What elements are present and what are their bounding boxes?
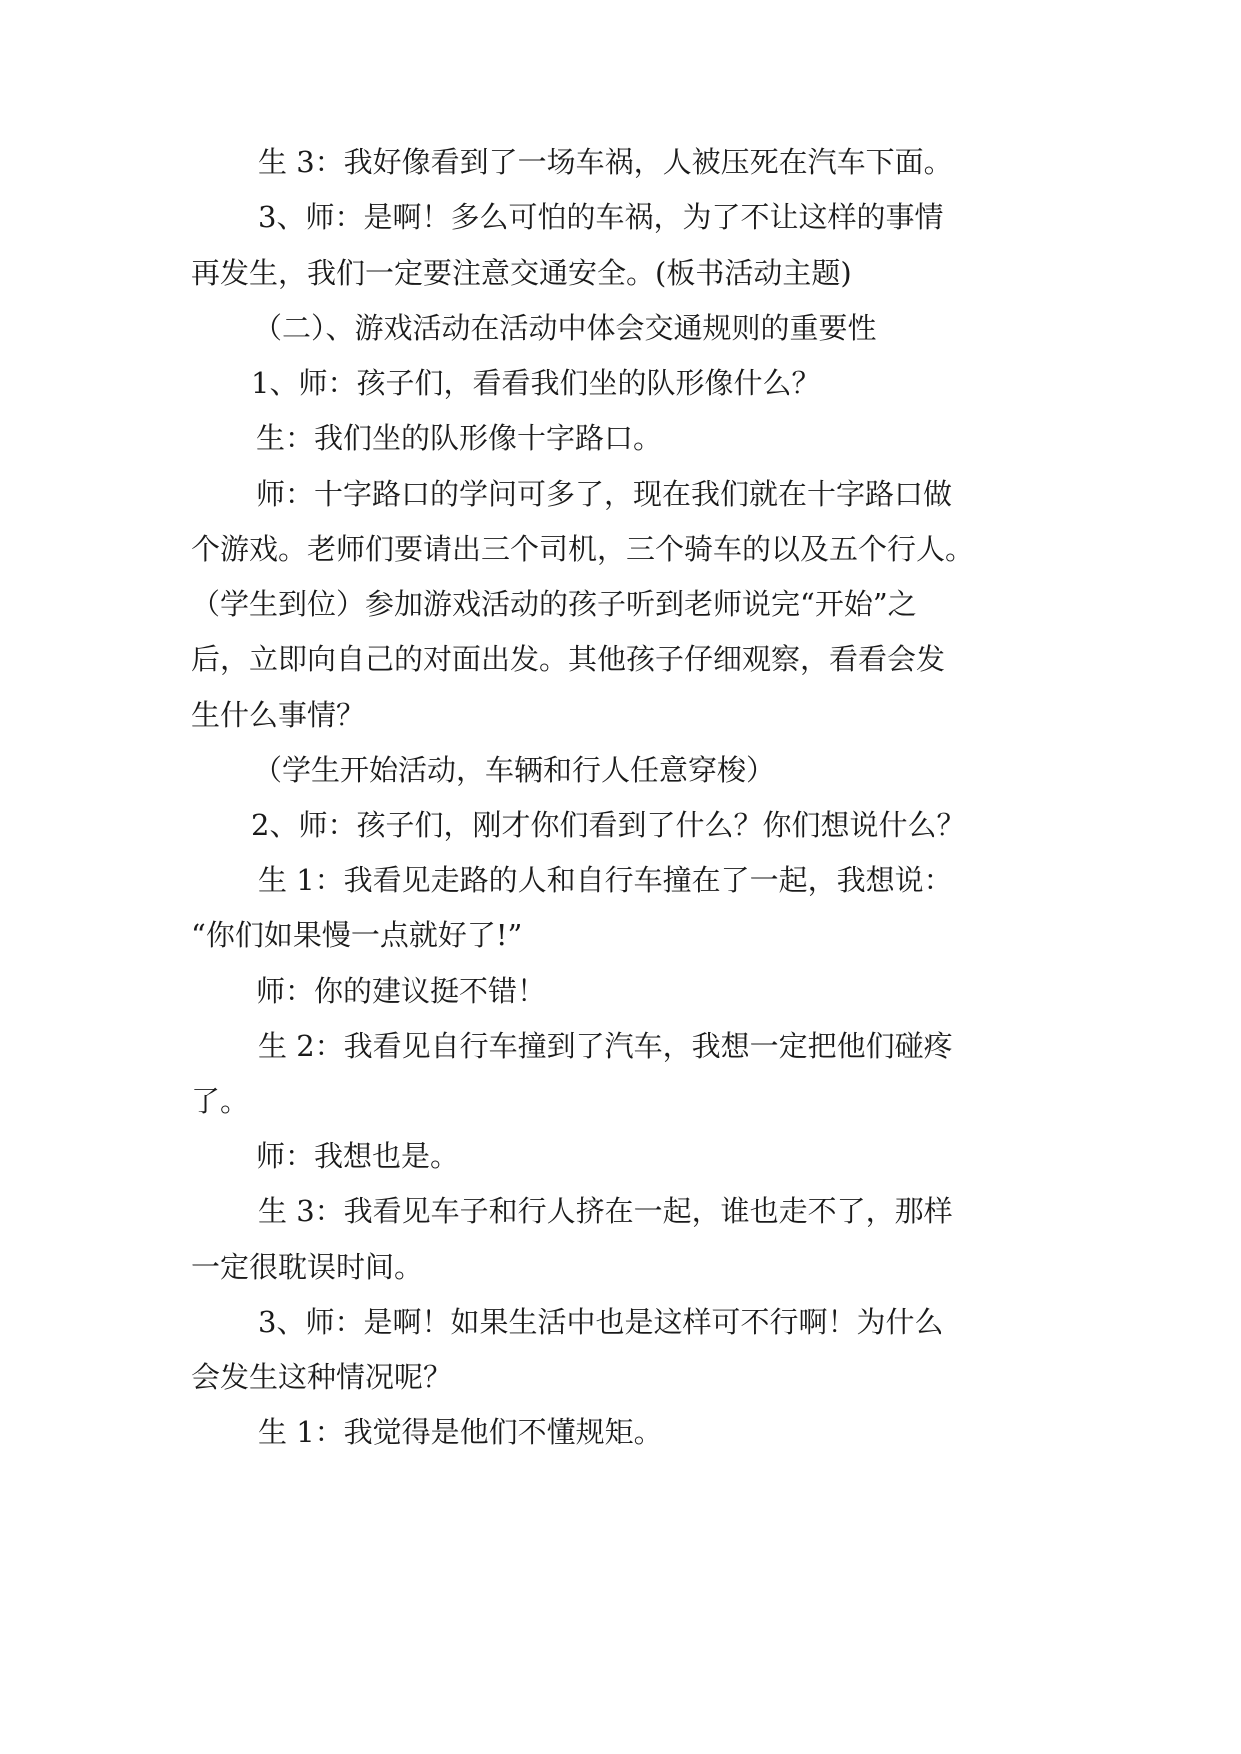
text-line: 3、师：是啊！如果生活中也是这样可不行啊！为什么 — [258, 1305, 944, 1339]
text-line: 了。 — [191, 1084, 250, 1118]
text-line: 1、师：孩子们，看看我们坐的队形像什么？ — [251, 366, 821, 400]
text-line: 师：你的建议挺不错！ — [256, 974, 547, 1008]
text-line: 再发生，我们一定要注意交通安全。(板书活动主题) — [191, 256, 852, 290]
text-line: 生 3：我看见车子和行人挤在一起，谁也走不了，那样 — [258, 1194, 953, 1228]
text-line: 生 2：我看见自行车撞到了汽车，我想一定把他们碰疼 — [258, 1029, 953, 1063]
text-line: （学生开始活动，车辆和行人任意穿梭） — [253, 753, 776, 787]
section-heading: （二）、游戏活动在活动中体会交通规则的重要性 — [253, 311, 877, 345]
text-line: 师：十字路口的学问可多了，现在我们就在十字路口做 — [256, 477, 953, 511]
text-line: 生：我们坐的队形像十字路口。 — [256, 421, 663, 455]
text-line: 一定很耽误时间。 — [191, 1250, 424, 1284]
text-line: 生 1：我看见走路的人和自行车撞在了一起，我想说： — [258, 863, 953, 897]
text-line: 生什么事情？ — [191, 698, 366, 732]
text-line: 后，立即向自己的对面出发。其他孩子仔细观察，看看会发 — [191, 642, 946, 676]
text-line: “你们如果慢一点就好了!” — [191, 918, 523, 952]
text-line: 个游戏。老师们要请出三个司机，三个骑车的以及五个行人。 — [191, 532, 975, 566]
text-line: 3、师：是啊！多么可怕的车祸，为了不让这样的事情 — [258, 200, 944, 234]
text-line: （学生到位）参加游戏活动的孩子听到老师说完“开始”之 — [191, 587, 917, 621]
text-line: 生 3：我好像看到了一场车祸，人被压死在汽车下面。 — [258, 145, 953, 179]
text-line: 师：我想也是。 — [256, 1139, 460, 1173]
text-line: 2、师：孩子们，刚才你们看到了什么？你们想说什么？ — [251, 808, 966, 842]
text-line: 生 1：我觉得是他们不懂规矩。 — [258, 1415, 663, 1449]
text-line: 会发生这种情况呢？ — [191, 1360, 453, 1394]
